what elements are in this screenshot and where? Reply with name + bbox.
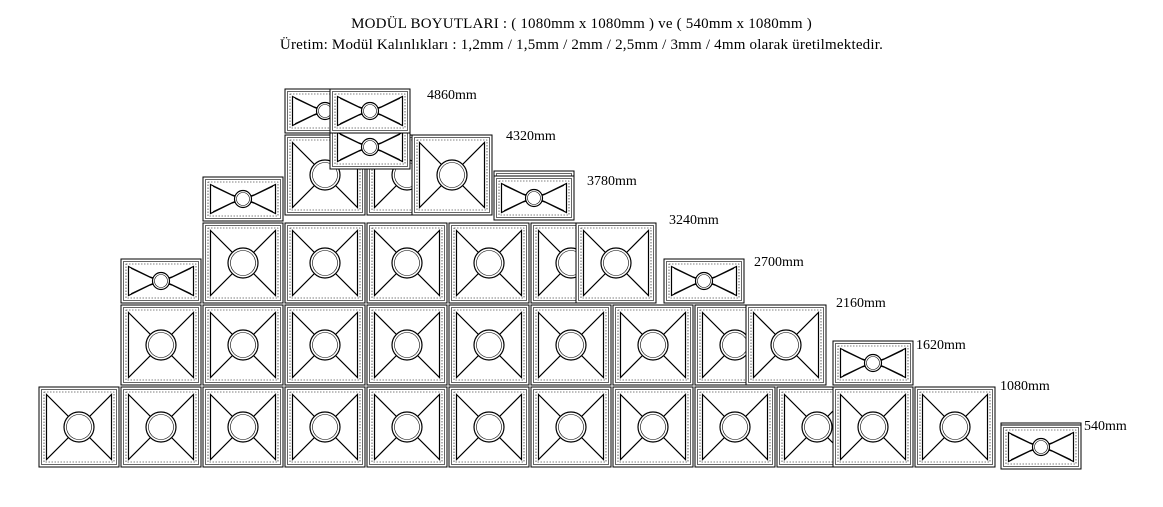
half-module xyxy=(329,88,411,134)
half-module xyxy=(1000,424,1082,470)
dimension-label: 4320mm xyxy=(506,129,556,144)
square-module xyxy=(530,386,612,468)
square-module xyxy=(366,222,448,304)
dimension-label: 1080mm xyxy=(1000,379,1050,394)
square-module xyxy=(284,222,366,304)
half-module xyxy=(493,175,575,221)
square-module xyxy=(612,304,694,386)
half-module xyxy=(202,176,284,222)
square-module xyxy=(366,386,448,468)
square-module xyxy=(202,304,284,386)
dimension-label: 2160mm xyxy=(836,296,886,311)
dimension-label: 1620mm xyxy=(916,338,966,353)
square-module xyxy=(448,222,530,304)
half-module xyxy=(120,258,202,304)
dimension-label: 3240mm xyxy=(669,213,719,228)
half-module xyxy=(832,340,914,386)
dimension-label: 540mm xyxy=(1084,419,1127,434)
square-module xyxy=(411,134,493,216)
title-line-2: Üretim: Modül Kalınlıkları : 1,2mm / 1,5mm / 2mm / 2,5mm / 3mm / 4mm olarak üretilmektedir. xyxy=(279,37,884,53)
square-module xyxy=(914,386,996,468)
module-pyramid-diagram xyxy=(0,72,1163,507)
square-module xyxy=(366,304,448,386)
square-module xyxy=(120,304,202,386)
square-module xyxy=(202,386,284,468)
square-module xyxy=(38,386,120,468)
title-line-1: MODÜL BOYUTLARI : ( 1080mm x 1080mm ) ve ( 540mm x 1080mm ) xyxy=(351,16,812,32)
square-module xyxy=(832,386,914,468)
square-module xyxy=(694,386,776,468)
dimension-label: 4860mm xyxy=(427,88,477,103)
title-block xyxy=(0,14,1163,56)
dimension-label: 3780mm xyxy=(587,174,637,189)
dimension-label: 2700mm xyxy=(754,255,804,270)
square-module xyxy=(575,222,657,304)
square-module xyxy=(530,304,612,386)
square-module xyxy=(120,386,202,468)
square-module xyxy=(448,386,530,468)
square-module xyxy=(448,304,530,386)
square-module xyxy=(745,304,827,386)
square-module xyxy=(284,304,366,386)
square-module xyxy=(202,222,284,304)
square-module xyxy=(612,386,694,468)
square-module xyxy=(284,386,366,468)
half-module xyxy=(663,258,745,304)
